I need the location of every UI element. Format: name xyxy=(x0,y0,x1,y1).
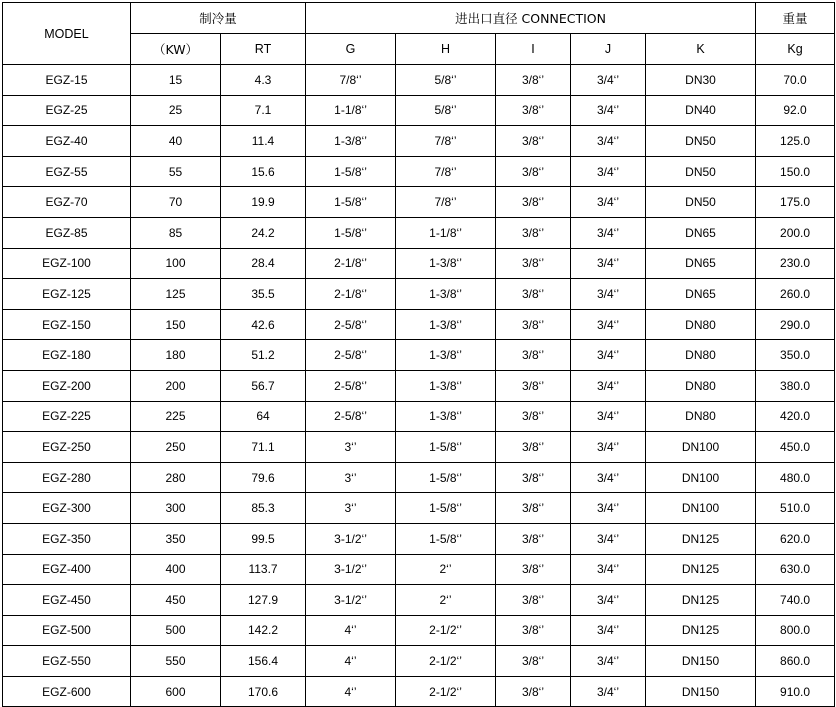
cell-k: DN100 xyxy=(646,462,756,493)
cell-rt: 79.6 xyxy=(221,462,306,493)
cell-kg: 175.0 xyxy=(756,187,835,218)
cell-k: DN100 xyxy=(646,493,756,524)
cell-kw: 500 xyxy=(131,615,221,646)
cell-kw: 225 xyxy=(131,401,221,432)
cell-i: 3/8‘’ xyxy=(496,432,571,463)
cell-k: DN125 xyxy=(646,585,756,616)
cell-j: 3/4‘’ xyxy=(571,462,646,493)
specification-table xyxy=(2,2,835,707)
table-row xyxy=(3,126,835,157)
column-header-j: J xyxy=(571,34,646,65)
table-row xyxy=(3,615,835,646)
cell-k: DN65 xyxy=(646,217,756,248)
cell-kg: 230.0 xyxy=(756,248,835,279)
cell-kg: 150.0 xyxy=(756,156,835,187)
cell-rt: 7.1 xyxy=(221,95,306,126)
table-row xyxy=(3,370,835,401)
table-row xyxy=(3,676,835,707)
table-row xyxy=(3,340,835,371)
cell-kw: 100 xyxy=(131,248,221,279)
cell-kg: 450.0 xyxy=(756,432,835,463)
cell-kg: 910.0 xyxy=(756,676,835,707)
cell-g: 3‘’ xyxy=(306,462,396,493)
table-row xyxy=(3,95,835,126)
cell-h: 2-1/2‘’ xyxy=(396,646,496,677)
cell-j: 3/4‘’ xyxy=(571,95,646,126)
cell-k: DN50 xyxy=(646,187,756,218)
cell-i: 3/8‘’ xyxy=(496,248,571,279)
cell-h: 1-5/8‘’ xyxy=(396,523,496,554)
cell-kg: 350.0 xyxy=(756,340,835,371)
cell-j: 3/4‘’ xyxy=(571,493,646,524)
table-row xyxy=(3,401,835,432)
cell-h: 1-3/8‘’ xyxy=(396,340,496,371)
cell-j: 3/4‘’ xyxy=(571,523,646,554)
cell-h: 7/8‘’ xyxy=(396,126,496,157)
cell-rt: 51.2 xyxy=(221,340,306,371)
cell-i: 3/8‘’ xyxy=(496,340,571,371)
table-row xyxy=(3,187,835,218)
cell-h: 2‘’ xyxy=(396,585,496,616)
cell-kg: 480.0 xyxy=(756,462,835,493)
cell-model: EGZ-15 xyxy=(3,65,131,96)
table-row xyxy=(3,279,835,310)
cell-model: EGZ-70 xyxy=(3,187,131,218)
cell-j: 3/4‘’ xyxy=(571,156,646,187)
cell-kg: 125.0 xyxy=(756,126,835,157)
cell-kw: 350 xyxy=(131,523,221,554)
cell-kg: 740.0 xyxy=(756,585,835,616)
cell-rt: 24.2 xyxy=(221,217,306,248)
cell-model: EGZ-450 xyxy=(3,585,131,616)
cell-g: 3‘’ xyxy=(306,432,396,463)
cell-model: EGZ-280 xyxy=(3,462,131,493)
cell-j: 3/4‘’ xyxy=(571,309,646,340)
cell-h: 1-3/8‘’ xyxy=(396,401,496,432)
cell-kw: 550 xyxy=(131,646,221,677)
cell-rt: 170.6 xyxy=(221,676,306,707)
cell-kw: 150 xyxy=(131,309,221,340)
cell-rt: 28.4 xyxy=(221,248,306,279)
cell-g: 2-5/8‘’ xyxy=(306,340,396,371)
cell-kw: 55 xyxy=(131,156,221,187)
specification-sheet xyxy=(0,2,836,699)
cell-g: 2-1/8‘’ xyxy=(306,279,396,310)
cell-model: EGZ-100 xyxy=(3,248,131,279)
column-header-rt: RT xyxy=(221,34,306,65)
cell-i: 3/8‘’ xyxy=(496,554,571,585)
cell-rt: 113.7 xyxy=(221,554,306,585)
table-row xyxy=(3,156,835,187)
cell-kg: 290.0 xyxy=(756,309,835,340)
cell-k: DN150 xyxy=(646,676,756,707)
cell-i: 3/8‘’ xyxy=(496,126,571,157)
cell-kg: 630.0 xyxy=(756,554,835,585)
cell-model: EGZ-25 xyxy=(3,95,131,126)
column-group-capacity: 制冷量 xyxy=(131,3,306,34)
column-header-g: G xyxy=(306,34,396,65)
cell-model: EGZ-125 xyxy=(3,279,131,310)
cell-g: 1-5/8‘’ xyxy=(306,156,396,187)
cell-k: DN80 xyxy=(646,370,756,401)
cell-j: 3/4‘’ xyxy=(571,554,646,585)
cell-h: 1-5/8‘’ xyxy=(396,462,496,493)
cell-kw: 85 xyxy=(131,217,221,248)
cell-kg: 380.0 xyxy=(756,370,835,401)
column-header-k: K xyxy=(646,34,756,65)
cell-rt: 19.9 xyxy=(221,187,306,218)
table-row xyxy=(3,554,835,585)
cell-i: 3/8‘’ xyxy=(496,646,571,677)
cell-kw: 125 xyxy=(131,279,221,310)
cell-i: 3/8‘’ xyxy=(496,615,571,646)
cell-h: 2-1/2‘’ xyxy=(396,676,496,707)
cell-h: 5/8‘’ xyxy=(396,95,496,126)
table-row xyxy=(3,523,835,554)
table-row xyxy=(3,646,835,677)
cell-j: 3/4‘’ xyxy=(571,65,646,96)
cell-j: 3/4‘’ xyxy=(571,126,646,157)
table-row xyxy=(3,309,835,340)
cell-i: 3/8‘’ xyxy=(496,279,571,310)
cell-j: 3/4‘’ xyxy=(571,676,646,707)
header-row-groups xyxy=(3,3,835,34)
cell-k: DN100 xyxy=(646,432,756,463)
cell-j: 3/4‘’ xyxy=(571,248,646,279)
cell-rt: 71.1 xyxy=(221,432,306,463)
cell-j: 3/4‘’ xyxy=(571,187,646,218)
cell-kg: 200.0 xyxy=(756,217,835,248)
cell-kw: 40 xyxy=(131,126,221,157)
cell-j: 3/4‘’ xyxy=(571,615,646,646)
cell-j: 3/4‘’ xyxy=(571,585,646,616)
cell-h: 1-5/8‘’ xyxy=(396,432,496,463)
cell-model: EGZ-250 xyxy=(3,432,131,463)
cell-kw: 250 xyxy=(131,432,221,463)
cell-model: EGZ-150 xyxy=(3,309,131,340)
cell-i: 3/8‘’ xyxy=(496,401,571,432)
cell-j: 3/4‘’ xyxy=(571,370,646,401)
cell-model: EGZ-200 xyxy=(3,370,131,401)
cell-k: DN125 xyxy=(646,523,756,554)
table-row xyxy=(3,432,835,463)
cell-kw: 400 xyxy=(131,554,221,585)
column-header-h: H xyxy=(396,34,496,65)
cell-g: 3-1/2‘’ xyxy=(306,585,396,616)
cell-rt: 142.2 xyxy=(221,615,306,646)
cell-kg: 260.0 xyxy=(756,279,835,310)
cell-h: 5/8‘’ xyxy=(396,65,496,96)
cell-kw: 300 xyxy=(131,493,221,524)
table-body xyxy=(3,65,835,707)
cell-k: DN125 xyxy=(646,615,756,646)
cell-g: 3-1/2‘’ xyxy=(306,523,396,554)
cell-h: 1-3/8‘’ xyxy=(396,248,496,279)
table-row xyxy=(3,493,835,524)
cell-k: DN125 xyxy=(646,554,756,585)
cell-rt: 85.3 xyxy=(221,493,306,524)
column-group-weight: 重量 xyxy=(756,3,835,34)
cell-model: EGZ-180 xyxy=(3,340,131,371)
cell-i: 3/8‘’ xyxy=(496,65,571,96)
cell-h: 2-1/2‘’ xyxy=(396,615,496,646)
cell-h: 7/8‘’ xyxy=(396,156,496,187)
cell-model: EGZ-550 xyxy=(3,646,131,677)
cell-model: EGZ-55 xyxy=(3,156,131,187)
cell-h: 7/8‘’ xyxy=(396,187,496,218)
cell-g: 1-3/8‘’ xyxy=(306,126,396,157)
cell-k: DN30 xyxy=(646,65,756,96)
cell-i: 3/8‘’ xyxy=(496,95,571,126)
cell-i: 3/8‘’ xyxy=(496,370,571,401)
cell-kw: 25 xyxy=(131,95,221,126)
table-row xyxy=(3,585,835,616)
cell-j: 3/4‘’ xyxy=(571,646,646,677)
cell-kg: 620.0 xyxy=(756,523,835,554)
column-header-kw: （KW） xyxy=(131,34,221,65)
cell-i: 3/8‘’ xyxy=(496,187,571,218)
cell-kg: 92.0 xyxy=(756,95,835,126)
table-header xyxy=(3,3,835,65)
cell-kg: 860.0 xyxy=(756,646,835,677)
cell-kw: 200 xyxy=(131,370,221,401)
column-header-i: I xyxy=(496,34,571,65)
cell-j: 3/4‘’ xyxy=(571,279,646,310)
cell-k: DN50 xyxy=(646,156,756,187)
cell-rt: 11.4 xyxy=(221,126,306,157)
cell-g: 2-5/8‘’ xyxy=(306,401,396,432)
cell-j: 3/4‘’ xyxy=(571,340,646,371)
cell-model: EGZ-225 xyxy=(3,401,131,432)
cell-h: 1-1/8‘’ xyxy=(396,217,496,248)
cell-kw: 180 xyxy=(131,340,221,371)
cell-g: 4‘’ xyxy=(306,646,396,677)
cell-h: 2‘’ xyxy=(396,554,496,585)
column-group-connection: 进出口直径 CONNECTION xyxy=(306,3,756,34)
cell-rt: 56.7 xyxy=(221,370,306,401)
cell-i: 3/8‘’ xyxy=(496,585,571,616)
cell-g: 4‘’ xyxy=(306,676,396,707)
cell-h: 1-3/8‘’ xyxy=(396,309,496,340)
table-row xyxy=(3,462,835,493)
cell-i: 3/8‘’ xyxy=(496,217,571,248)
cell-rt: 35.5 xyxy=(221,279,306,310)
column-header-model: MODEL xyxy=(3,3,131,65)
cell-h: 1-5/8‘’ xyxy=(396,493,496,524)
cell-k: DN80 xyxy=(646,401,756,432)
cell-k: DN150 xyxy=(646,646,756,677)
cell-j: 3/4‘’ xyxy=(571,432,646,463)
cell-k: DN65 xyxy=(646,279,756,310)
cell-rt: 42.6 xyxy=(221,309,306,340)
cell-k: DN80 xyxy=(646,309,756,340)
cell-g: 2-5/8‘’ xyxy=(306,370,396,401)
cell-h: 1-3/8‘’ xyxy=(396,370,496,401)
table-row xyxy=(3,248,835,279)
cell-i: 3/8‘’ xyxy=(496,462,571,493)
cell-kw: 70 xyxy=(131,187,221,218)
table-row xyxy=(3,65,835,96)
cell-kw: 280 xyxy=(131,462,221,493)
cell-kg: 420.0 xyxy=(756,401,835,432)
cell-h: 1-3/8‘’ xyxy=(396,279,496,310)
cell-model: EGZ-40 xyxy=(3,126,131,157)
cell-model: EGZ-400 xyxy=(3,554,131,585)
cell-g: 4‘’ xyxy=(306,615,396,646)
cell-i: 3/8‘’ xyxy=(496,523,571,554)
cell-k: DN65 xyxy=(646,248,756,279)
cell-g: 1-5/8‘’ xyxy=(306,187,396,218)
cell-i: 3/8‘’ xyxy=(496,493,571,524)
cell-model: EGZ-600 xyxy=(3,676,131,707)
cell-j: 3/4‘’ xyxy=(571,217,646,248)
cell-rt: 64 xyxy=(221,401,306,432)
cell-kg: 800.0 xyxy=(756,615,835,646)
cell-model: EGZ-350 xyxy=(3,523,131,554)
table-row xyxy=(3,217,835,248)
cell-kw: 600 xyxy=(131,676,221,707)
cell-model: EGZ-300 xyxy=(3,493,131,524)
cell-j: 3/4‘’ xyxy=(571,401,646,432)
cell-kw: 15 xyxy=(131,65,221,96)
cell-k: DN40 xyxy=(646,95,756,126)
cell-g: 7/8‘’ xyxy=(306,65,396,96)
cell-g: 2-5/8‘’ xyxy=(306,309,396,340)
cell-model: EGZ-500 xyxy=(3,615,131,646)
cell-g: 3‘’ xyxy=(306,493,396,524)
cell-rt: 127.9 xyxy=(221,585,306,616)
cell-k: DN80 xyxy=(646,340,756,371)
cell-i: 3/8‘’ xyxy=(496,676,571,707)
cell-g: 2-1/8‘’ xyxy=(306,248,396,279)
cell-i: 3/8‘’ xyxy=(496,156,571,187)
cell-g: 1-5/8‘’ xyxy=(306,217,396,248)
cell-i: 3/8‘’ xyxy=(496,309,571,340)
cell-k: DN50 xyxy=(646,126,756,157)
cell-rt: 99.5 xyxy=(221,523,306,554)
cell-kg: 510.0 xyxy=(756,493,835,524)
cell-rt: 156.4 xyxy=(221,646,306,677)
cell-g: 3-1/2‘’ xyxy=(306,554,396,585)
cell-model: EGZ-85 xyxy=(3,217,131,248)
column-header-kg: Kg xyxy=(756,34,835,65)
cell-rt: 4.3 xyxy=(221,65,306,96)
cell-g: 1-1/8‘’ xyxy=(306,95,396,126)
cell-kg: 70.0 xyxy=(756,65,835,96)
cell-rt: 15.6 xyxy=(221,156,306,187)
cell-kw: 450 xyxy=(131,585,221,616)
